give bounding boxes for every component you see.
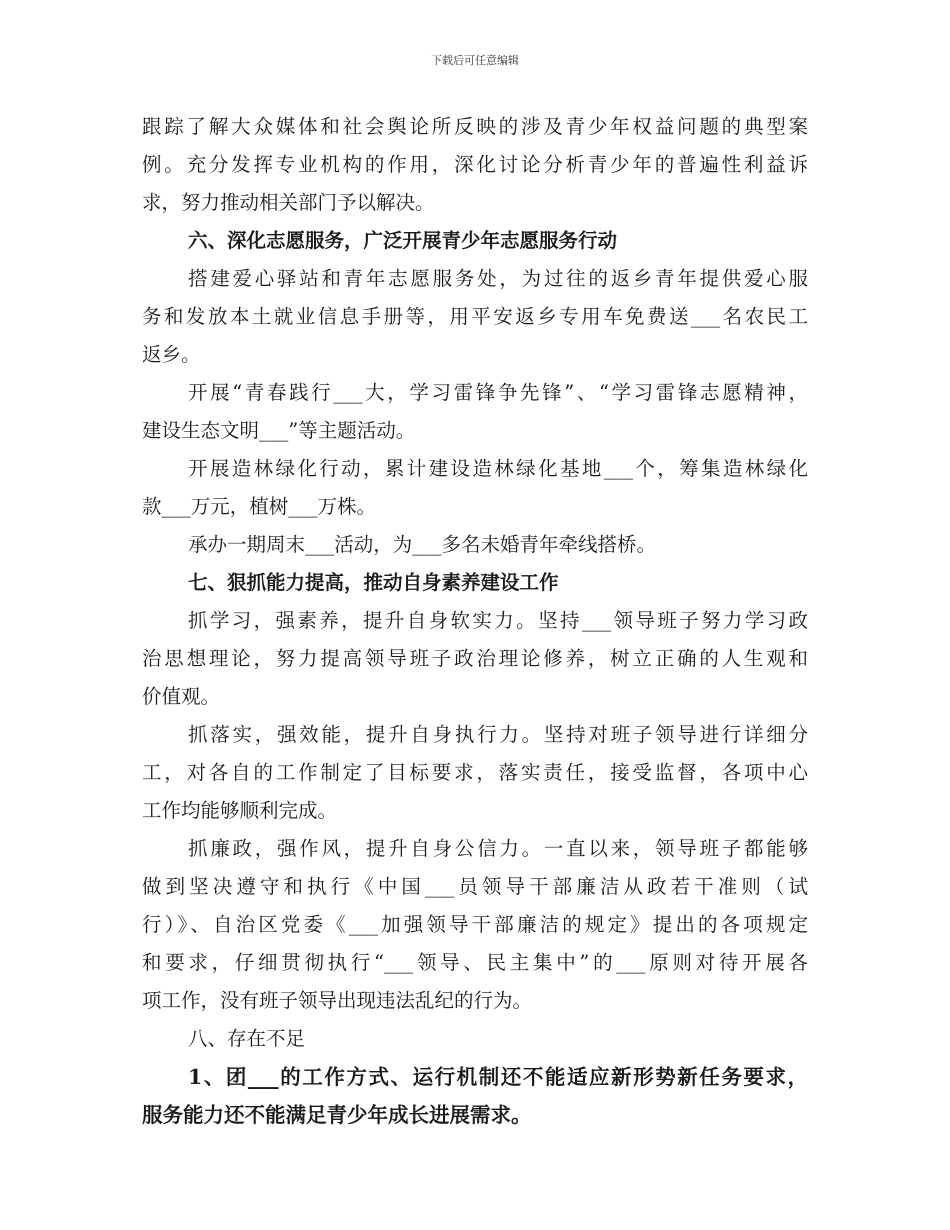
document-body <box>142 108 808 1134</box>
paragraph-line: 工，对各自的工作制定了目标要求，落实责任，接受监督，各项中心 <box>142 761 808 784</box>
paragraph-line: 和要求，仔细贯彻执行“___领导、民主集中”的___原则对待开展各 <box>142 951 808 974</box>
paragraph-line: 返乡。 <box>142 343 201 366</box>
paragraph-line: 做到坚决遵守和执行《中国___员领导干部廉洁从政若干准则（试 <box>142 875 808 898</box>
paragraph-line: 开展“青春践行___大，学习雷锋争先锋”、“学习雷锋志愿精神， <box>188 381 808 404</box>
paragraph-line: 治思想理论，努力提高领导班子政治理论修养，树立正确的人生观和 <box>142 647 808 670</box>
paragraph-line: 价值观。 <box>142 685 221 708</box>
paragraph-line: 工作均能够顺利完成。 <box>142 799 338 822</box>
section-heading-7: 七、狠抓能力提高，推动自身素养建设工作 <box>188 571 559 594</box>
paragraph-line: 求，努力推动相关部门予以解决。 <box>142 191 435 214</box>
paragraph-line: 建设生态文明___”等主题活动。 <box>142 419 416 442</box>
paragraph-line: 抓学习，强素养，提升自身软实力。坚持___领导班子努力学习政 <box>188 609 808 632</box>
paragraph-line: 款___万元，植树___万株。 <box>142 495 377 518</box>
paragraph-line: 抓廉政，强作风，提升自身公信力。一直以来，领导班子都能够 <box>188 837 808 860</box>
bold-paragraph-line: 1、团___的工作方式、运行机制还不能适应新形势新任务要求， <box>188 1065 808 1089</box>
section-heading-6: 六、深化志愿服务，广泛开展青少年志愿服务行动 <box>188 229 618 252</box>
paragraph-line: 跟踪了解大众媒体和社会舆论所反映的涉及青少年权益问题的典型案 <box>142 115 808 138</box>
paragraph-line: 搭建爱心驿站和青年志愿服务处，为过往的返乡青年提供爱心服 <box>188 267 808 290</box>
paragraph-line: 行）》、自治区党委《___加强领导干部廉洁的规定》提出的各项规定 <box>142 913 808 936</box>
page-header-note: 下载后可任意编辑 <box>431 54 519 67</box>
paragraph-line: 例。充分发挥专业机构的作用，深化讨论分析青少年的普遍性利益诉 <box>142 153 808 176</box>
paragraph-line: 务和发放本土就业信息手册等，用平安返乡专用车免费送___名农民工 <box>142 305 808 328</box>
paragraph-line: 开展造林绿化行动，累计建设造林绿化基地___个，筹集造林绿化 <box>188 457 808 480</box>
paragraph-line: 项工作，没有班子领导出现违法乱纪的行为。 <box>142 989 533 1012</box>
paragraph-line: 抓落实，强效能，提升自身执行力。坚持对班子领导进行详细分 <box>188 723 808 746</box>
section-heading-8: 八、存在不足 <box>188 1027 306 1050</box>
paragraph-line: 承办一期周末___活动，为___多名未婚青年牵线搭桥。 <box>188 533 657 556</box>
bold-paragraph-line: 服务能力还不能满足青少年成长进展需求。 <box>142 1103 532 1127</box>
